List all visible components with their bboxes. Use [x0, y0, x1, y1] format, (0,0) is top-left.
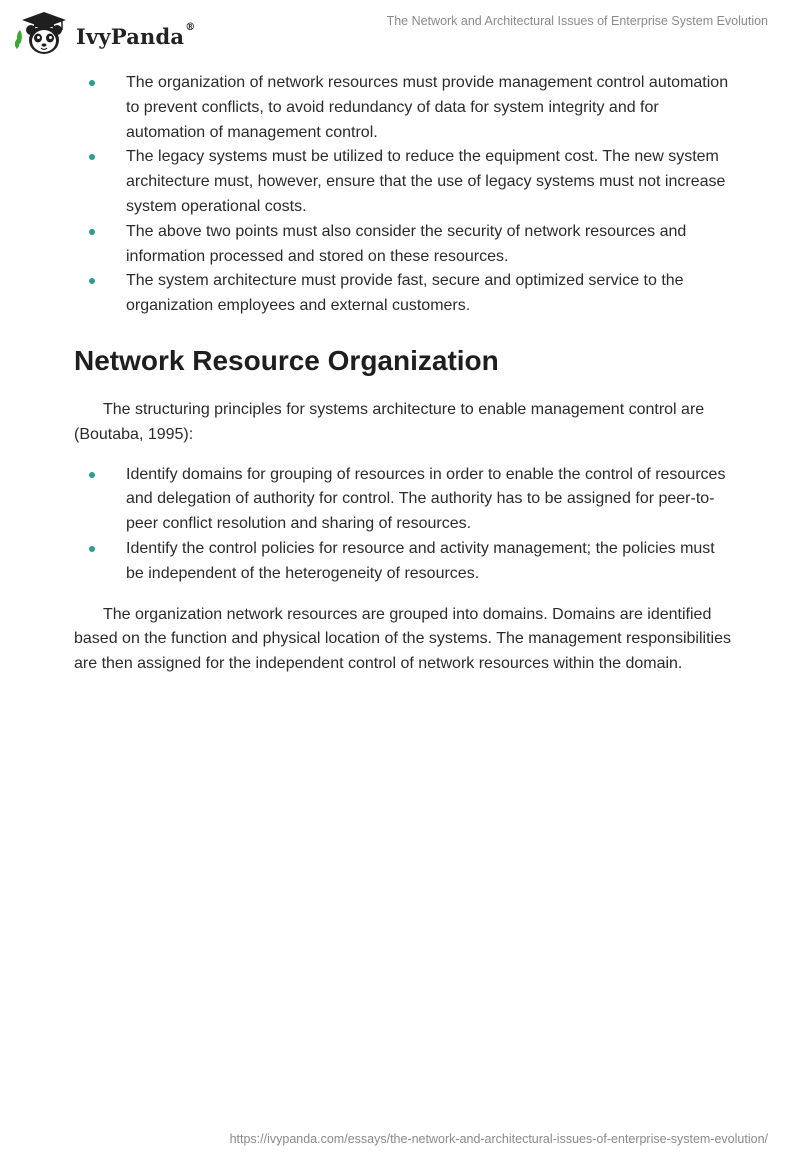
essay-content: [74, 71, 734, 677]
closing-paragraph: The organization network resources are grouped into domains. Domains are identified based on the function and physical location of the systems. The management responsibilities are then assigned for the independent control of network resources within the domain.: [74, 605, 731, 673]
document-title: The Network and Architectural Issues of Enterprise System Evolution: [386, 14, 768, 28]
brand-name: IvyPanda®: [76, 21, 196, 49]
bullet-icon: [89, 278, 95, 284]
bullet-icon: [89, 80, 95, 86]
principles-list: [74, 463, 734, 587]
registered-mark: ®: [185, 21, 196, 33]
list-item: Identify domains for grouping of resources in order to enable the control of resources and delegation of authority for control. The authority has to be assigned for peer-to-peer conflict resolution and sharing of resources.: [74, 463, 734, 537]
section-intro-paragraph: The structuring principles for systems architecture to enable management control are (Boutaba, 1995):: [74, 400, 705, 443]
panda-graduate-icon: [14, 8, 74, 58]
list-item: The above two points must also consider the security of network resources and information processed and stored on these resources.: [74, 220, 734, 270]
ivypanda-logo[interactable]: [14, 8, 195, 58]
bullet-icon: [89, 154, 95, 160]
bullet-icon: [89, 472, 95, 478]
list-item: The system architecture must provide fast, secure and optimized service to the organization employees and external customers.: [74, 269, 734, 319]
list-item: The organization of network resources must provide management control automation to prevent conflicts, to avoid redundancy of data for system integrity and for automation of management control.: [74, 71, 734, 145]
requirements-list: [74, 71, 734, 319]
bullet-icon: [89, 546, 95, 552]
list-item: The legacy systems must be utilized to reduce the equipment cost. The new system architecture must, however, ensure that the use of legacy systems must not increase system operational costs.: [74, 145, 734, 219]
section-heading: Network Resource Organization: [74, 344, 499, 376]
list-item: Identify the control policies for resource and activity management; the policies must be independent of the heterogeneity of resources.: [74, 537, 734, 587]
page-header: [0, 0, 800, 60]
bullet-icon: [89, 229, 95, 235]
source-url[interactable]: https://ivypanda.com/essays/the-network-and-architectural-issues-of-enterprise-system-evolution/: [229, 1132, 768, 1146]
